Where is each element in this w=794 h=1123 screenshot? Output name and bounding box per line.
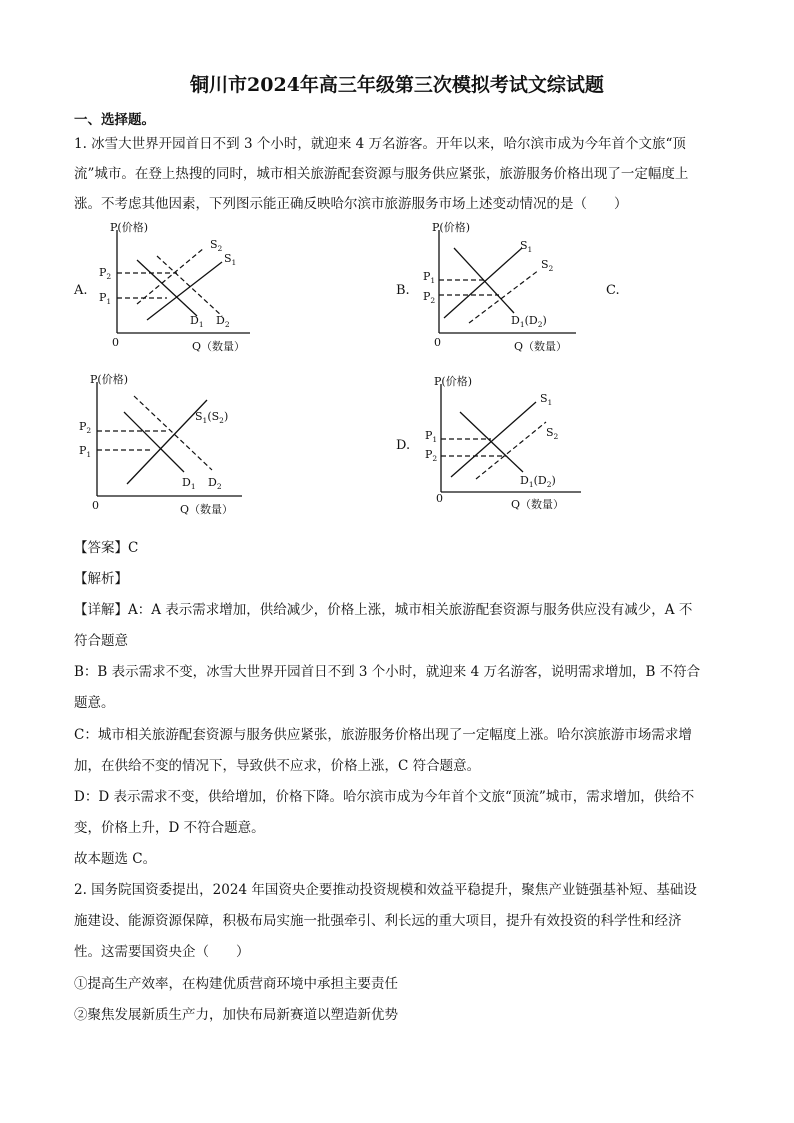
p-axis-label: P(价格) [110, 221, 148, 234]
analysis-line: B：B 表示需求不变，冰雪大世界开园首日不到 3 个小时，就迎来 4 万名游客，说明需求增加，B 不符合 [74, 664, 701, 680]
s2-label: $S_2$ [546, 426, 559, 441]
s2-label: $S_2$ [210, 238, 223, 253]
q1-line: 1. 冰雪大世界开园首日不到 3 个小时，就迎来 4 万名游客。开年以来，哈尔滨市成为今年首个文旅“顶 [74, 136, 686, 152]
origin-label: 0 [436, 492, 443, 505]
d2-label: $D_2$ [216, 314, 230, 329]
analysis-line: 【详解】A：A 表示需求增加，供给减少，价格上涨，城市相关旅游配套资源与服务供应没有减少，A 不 [74, 602, 693, 618]
y-label: $P_2$ [79, 420, 92, 435]
y-label: $P_1$ [425, 429, 438, 444]
supply-s2-line [476, 422, 546, 479]
demand-d2-line [157, 256, 222, 316]
d1-d2-label: $D_1(D_2)$ [520, 474, 556, 489]
graph-b [414, 218, 594, 358]
d2-label: $D_2$ [208, 476, 222, 491]
analysis-line: 变，价格上升，D 不符合题意。 [74, 820, 265, 836]
p-axis-label: P(价格) [90, 373, 128, 386]
y-label: $P_1$ [99, 291, 112, 306]
supply-s1-line [451, 402, 536, 477]
y-label: $P_2$ [99, 266, 112, 281]
d1-d2-label: $D_1(D_2)$ [511, 314, 547, 329]
q2-option-1: ①提高生产效率，在构建优质营商环境中承担主要责任 [74, 976, 398, 992]
demand-d1-line [124, 412, 184, 472]
analysis-line: 符合题意 [74, 633, 128, 649]
graph-a [92, 218, 262, 358]
graph-c [72, 368, 252, 518]
y-label: $P_2$ [423, 290, 436, 305]
page-title: 铜川市2024年高三年级第三次模拟考试文综试题 [190, 74, 604, 96]
supply-s2-line [137, 248, 204, 304]
option-c-label: C. [606, 283, 620, 298]
analysis-conclusion: 故本题选 C。 [74, 851, 157, 867]
s2-label: $S_2$ [541, 258, 554, 273]
supply-s1-line [444, 248, 522, 318]
q2-line: 性。这需要国资央企（ ） [74, 944, 250, 960]
p-axis-label: P(价格) [432, 221, 470, 234]
s1-s2-label: $S_1(S_2)$ [195, 410, 229, 425]
answer: 【答案】C [74, 540, 139, 556]
graph-d [416, 372, 596, 517]
section-heading: 一、选择题。 [74, 112, 155, 128]
y-label: $P_1$ [79, 444, 92, 459]
analysis-heading: 【解析】 [74, 571, 128, 587]
q-axis-label: Q（数量） [192, 340, 246, 353]
q-axis-label: Q（数量） [180, 503, 234, 516]
q-axis-label: Q（数量） [511, 498, 565, 511]
origin-label: 0 [434, 336, 441, 349]
origin-label: 0 [112, 336, 119, 349]
q2-line: 施建设、能源资源保障，积极布局实施一批强牵引、利长远的重大项目，提升有效投资的科学性和经济 [74, 913, 682, 929]
supply-s1-line [147, 262, 222, 320]
s1-label: $S_1$ [540, 392, 553, 407]
y-label: $P_2$ [425, 448, 438, 463]
analysis-line: C：城市相关旅游配套资源与服务供应紧张，旅游服务价格出现了一定幅度上涨。哈尔滨旅游市场需求增 [74, 727, 692, 743]
q2-line: 2. 国务院国资委提出，2024 年国资央企要推动投资规模和效益平稳提升，聚焦产业链强基补短、基础设 [74, 882, 697, 898]
origin-label: 0 [92, 499, 99, 512]
s1-label: $S_1$ [520, 239, 533, 254]
y-label: $P_1$ [423, 270, 436, 285]
q-axis-label: Q（数量） [514, 340, 568, 353]
d1-label: $D_1$ [190, 314, 204, 329]
analysis-line: 加，在供给不变的情况下，导致供不应求，价格上涨，C 符合题意。 [74, 758, 481, 774]
analysis-line: 题意。 [74, 695, 115, 711]
s1-label: $S_1$ [224, 252, 237, 267]
q1-line: 涨。不考虑其他因素，下列图示能正确反映哈尔滨市旅游服务市场上述变动情况的是（ ） [74, 196, 628, 212]
option-d-label: D. [396, 438, 411, 453]
option-b-label: B. [396, 283, 410, 298]
p-axis-label: P(价格) [434, 375, 472, 388]
q1-line: 流”城市。在登上热搜的同时，城市相关旅游配套资源与服务供应紧张，旅游服务价格出现了一定幅度上 [74, 166, 689, 182]
analysis-line: D：D 表示需求不变，供给增加，价格下降。哈尔滨市成为今年首个文旅“顶流”城市，需求增加，供给不 [74, 789, 695, 805]
q2-option-2: ②聚焦发展新质生产力，加快布局新赛道以塑造新优势 [74, 1007, 398, 1023]
d1-label: $D_1$ [182, 476, 196, 491]
option-a-label: A. [74, 283, 88, 298]
